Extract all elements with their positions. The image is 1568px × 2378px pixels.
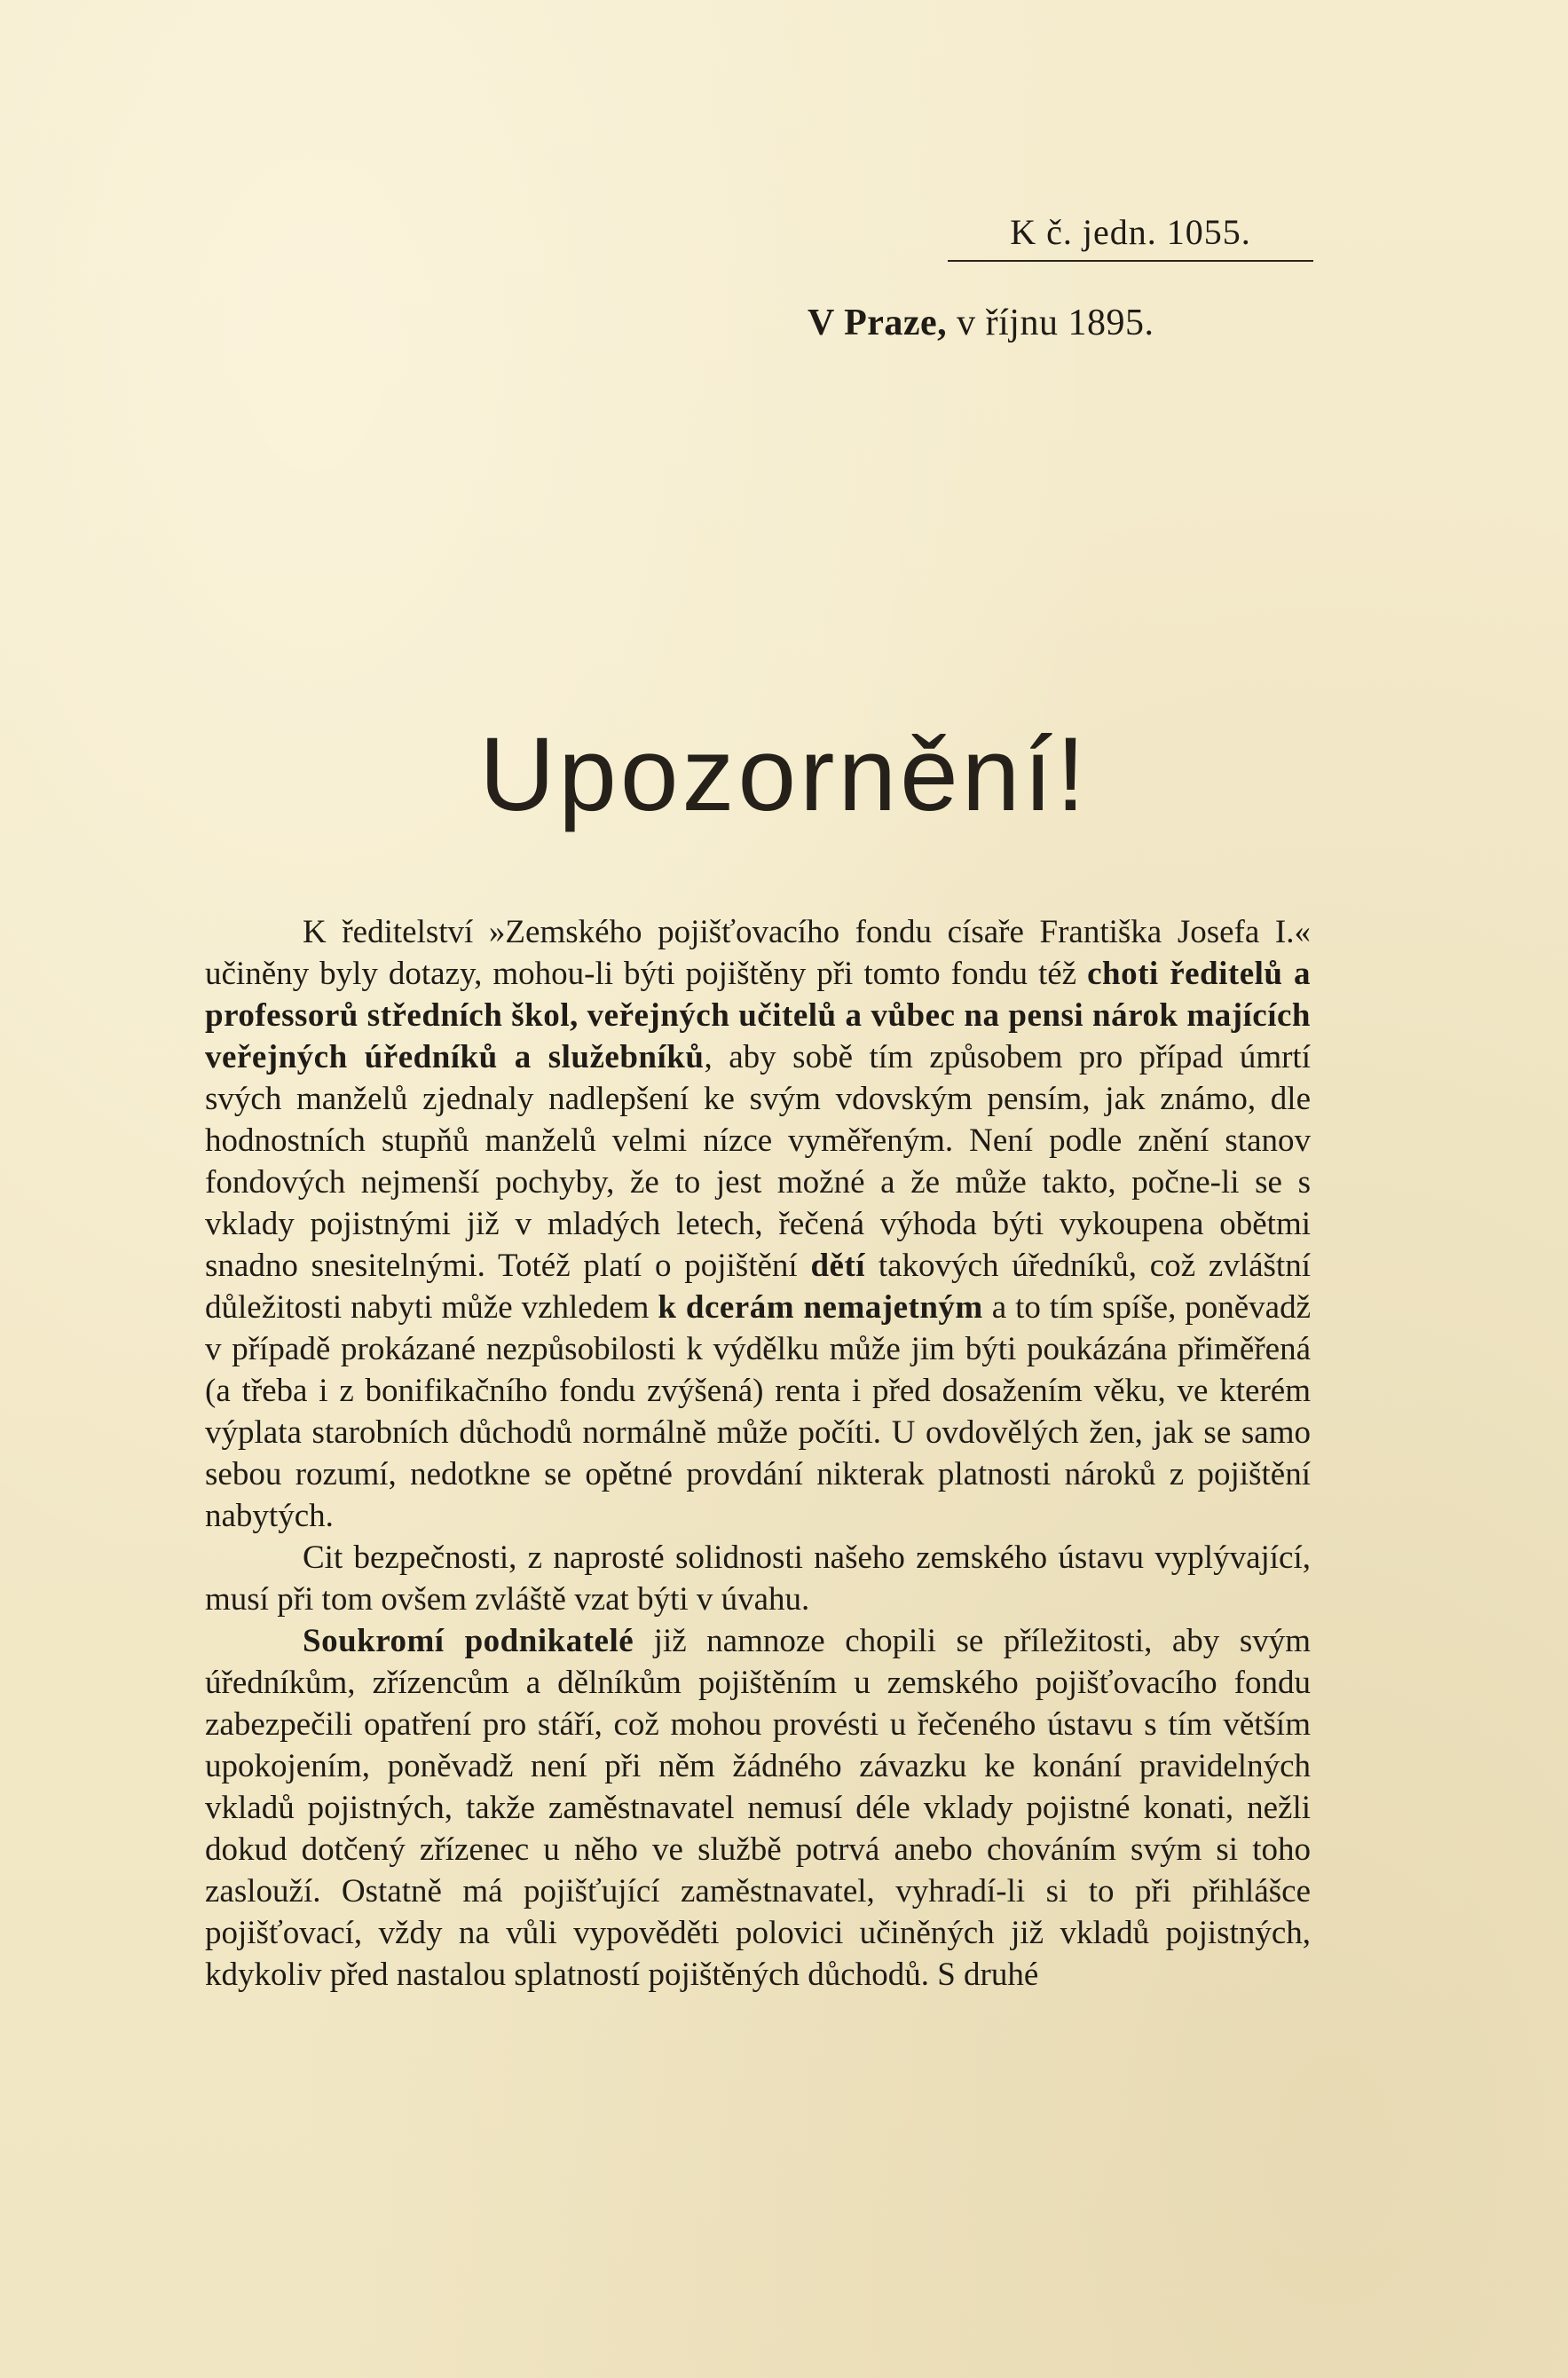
place-and-date: [808, 302, 1154, 344]
text-segment: takových úředníků, což zvláštní důležitosti nabyti může vzhledem: [205, 1248, 1311, 1326]
body-text: [205, 911, 1311, 1996]
text-segment: K ředitelství »Zemského pojišťovacího fondu císaře Františka Josefa I.« učiněny byly dotazy, mohou-li býti pojištěny při tomto fondu též: [205, 914, 1311, 992]
text-segment: a to tím spíše, poněvadž v případě prokázané nezpůsobilosti k výdělku může jim býti poukázána přiměřená (a třeba i z bonifikačního fondu zvýšená) renta i před dosažením věku, ve kterém výplata starobních důchodů normálně může počíti. U ovdovělých žen, jak se samo sebou rozumí, nedotkne se opětné provdání nikterak platnosti nároků z pojištění nabytých.: [205, 1289, 1312, 1534]
paragraph-3: [205, 1620, 1311, 1996]
emphasis-segment: choti ředitelů a professorů středních škol, veřejných učitelů a vůbec na pensi nárok majících veřejných úředníků a služebníků: [205, 956, 1311, 1075]
emphasis-segment: k dcerám nemajetným: [658, 1289, 983, 1326]
reference-number: K č. jedn. 1055.: [948, 211, 1313, 262]
text-segment: Cit bezpečnosti, z naprosté solidnosti našeho zemského ústavu vyplývající, musí při tom ovšem zvláště vzat býti v úvahu.: [205, 1539, 1311, 1618]
place: V Praze,: [808, 303, 948, 343]
emphasis-segment: dětí: [810, 1248, 866, 1284]
text-segment: , aby sobě tím způsobem pro případ úmrtí svých manželů zjednaly nadlepšení ke svým vdovským pensím, jak známo, dle hodnostních stupňů manželů velmi nízce vyměřeným. Není podle znění stanov fondových nejmenší pochyby, že to jest možné a že může takto, počne-li se s vklady pojistnými již v mladých letech, řečená výhoda býti vykoupena obětmi snadno snesitelnými. Totéž platí o pojištění: [205, 1039, 1311, 1284]
paragraph-1: [205, 911, 1311, 1537]
text-segment: již namnoze chopili se příležitosti, aby svým úředníkům, zřízencům a dělníkům pojištěním u zemského pojišťovacího fondu zabezpečili opatření pro stáří, což mohou provésti u řečeného ústavu s tím větším upokojením, poněvadž není při něm žádného závazku ke konání pravidelných vkladů pojistných, takže zaměstnavatel nemusí déle vklady pojistné konati, nežli dokud dotčený zřízenec u něho ve službě potrvá anebo chováním svým si toho zaslouží. Ostatně má pojišťující zaměstnavatel, vyhradí-li si to při přihlášce pojišťovací, vždy na vůli vypověděti polovici učiněných již vkladů pojistných, kdykoliv před nastalou splatností pojištěných důchodů. S druhé: [205, 1623, 1311, 1993]
emphasis-segment: Soukromí podnikatelé: [303, 1623, 634, 1659]
date: v říjnu 1895.: [947, 303, 1154, 343]
page-title: Upozornění!: [479, 716, 1089, 833]
paragraph-2: [205, 1537, 1311, 1620]
